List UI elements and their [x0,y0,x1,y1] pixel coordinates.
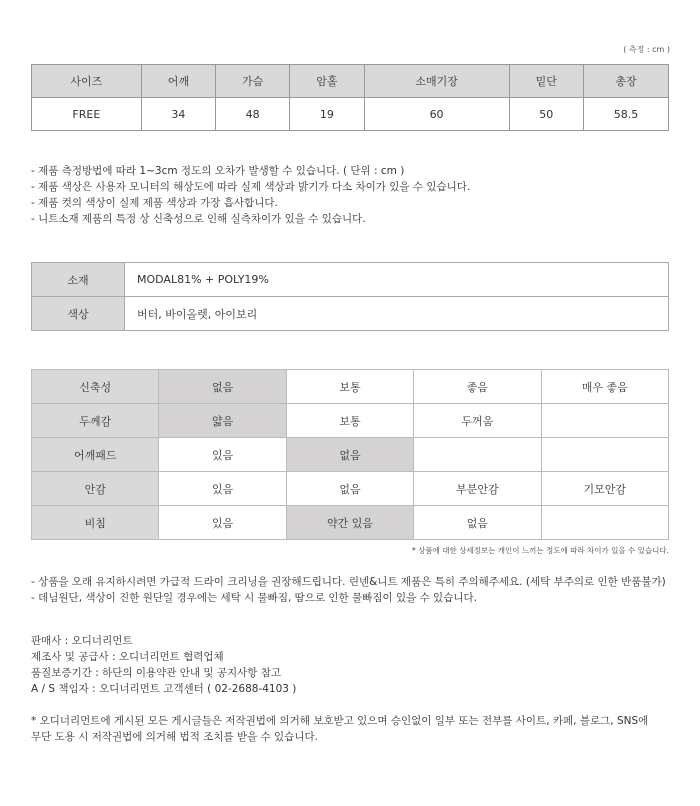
care-line: - 데님원단, 색상이 진한 원단일 경우에는 세탁 시 물빠짐, 땀으로 인한 물빠짐이 있을 수 있습니다. [31,592,477,604]
note-line: - 제품 측정방법에 따라 1~3cm 정도의 오차가 발생할 수 있습니다. ( 단위 : cm ) [31,165,405,177]
color-label: 색상 [32,297,125,331]
size-header-cell: 어깨 [141,65,215,98]
feature-label: 어깨패드 [32,438,159,472]
color-value: 버터, 바이올렛, 아이보리 [125,297,669,331]
material-label: 소재 [32,263,125,297]
feature-label: 두께감 [32,404,159,438]
feature-option: 매우 좋음 [541,370,668,404]
copyright-line: 무단 도용 시 저작권법에 의거해 법적 조치를 받을 수 있습니다. [31,731,318,743]
material-value: MODAL81% + POLY19% [125,263,669,297]
feature-table [31,369,669,540]
feature-row [32,404,669,438]
feature-option: 보통 [286,404,413,438]
seller-line: 판매사 : 오디너리먼트 [31,635,133,647]
seller-line: A / S 책임자 : 오디너리먼트 고객센터 ( 02-2688-4103 ) [31,683,297,695]
feature-row [32,438,669,472]
feature-label: 안감 [32,472,159,506]
feature-option: 얇음 [159,404,286,438]
size-value-cell: FREE [32,98,142,131]
feature-option [414,438,541,472]
note-line: - 제품 색상은 사용자 모니터의 해상도에 따라 실제 색상과 밝기가 다소 차이가 있을 수 있습니다. [31,181,471,193]
feature-row [32,472,669,506]
feature-row [32,506,669,540]
feature-option: 좋음 [414,370,541,404]
care-line: - 상품을 오래 유지하시려면 가급적 드라이 크리닝을 권장해드립니다. 린넨&니트 제품은 특히 주의해주세요. (세탁 부주의로 인한 반품불가) [31,576,666,588]
size-header-cell: 가슴 [215,65,289,98]
feature-option [541,506,668,540]
size-value-cell: 48 [215,98,289,131]
copyright-notice [31,713,681,745]
note-line: - 니트소재 제품의 특정 상 신축성으로 인해 실측차이가 있을 수 있습니다. [31,213,366,225]
feature-option: 기모안감 [541,472,668,506]
size-header-cell: 총장 [583,65,668,98]
material-row [32,263,669,297]
feature-label: 신축성 [32,370,159,404]
feature-note: * 상품에 대한 상세정보는 개인이 느끼는 정도에 따라 차이가 있을 수 있습니다. [412,546,669,555]
size-table-header-row [32,65,669,98]
feature-option: 없음 [414,506,541,540]
size-header-cell: 사이즈 [32,65,142,98]
feature-option: 두꺼움 [414,404,541,438]
feature-row [32,370,669,404]
note-line: - 제품 컷의 색상이 실제 제품 색상과 가장 흡사합니다. [31,197,278,209]
copyright-line: * 오디너리먼트에 게시된 모든 게시글들은 저작권법에 의거해 보호받고 있으며 승인없이 일부 또는 전부를 사이트, 카페, 블로그, SNS에 [31,715,649,727]
size-header-cell: 암홀 [290,65,364,98]
feature-option: 없음 [159,370,286,404]
feature-option: 있음 [159,438,286,472]
feature-option [541,438,668,472]
color-row [32,297,669,331]
seller-info [31,633,296,697]
seller-line: 품질보증기간 : 하단의 이용약관 안내 및 공지사항 참고 [31,667,282,679]
feature-option: 약간 있음 [286,506,413,540]
feature-label: 비침 [32,506,159,540]
feature-option: 보통 [286,370,413,404]
size-value-cell: 50 [509,98,583,131]
feature-option: 없음 [286,472,413,506]
feature-option: 부분안감 [414,472,541,506]
material-table [31,262,669,331]
seller-line: 제조사 및 공급사 : 오디너리먼트 협력업체 [31,651,224,663]
care-notes [31,574,666,606]
feature-option: 있음 [159,506,286,540]
size-header-cell: 밑단 [509,65,583,98]
feature-option: 있음 [159,472,286,506]
size-value-cell: 60 [364,98,509,131]
size-value-cell: 34 [141,98,215,131]
size-value-cell: 19 [290,98,364,131]
size-table-row [32,98,669,131]
size-value-cell: 58.5 [583,98,668,131]
feature-option: 없음 [286,438,413,472]
unit-note: ( 측정 : cm ) [623,45,670,54]
measurement-notes [31,163,470,227]
feature-option [541,404,668,438]
size-table [31,64,669,131]
size-header-cell: 소매기장 [364,65,509,98]
